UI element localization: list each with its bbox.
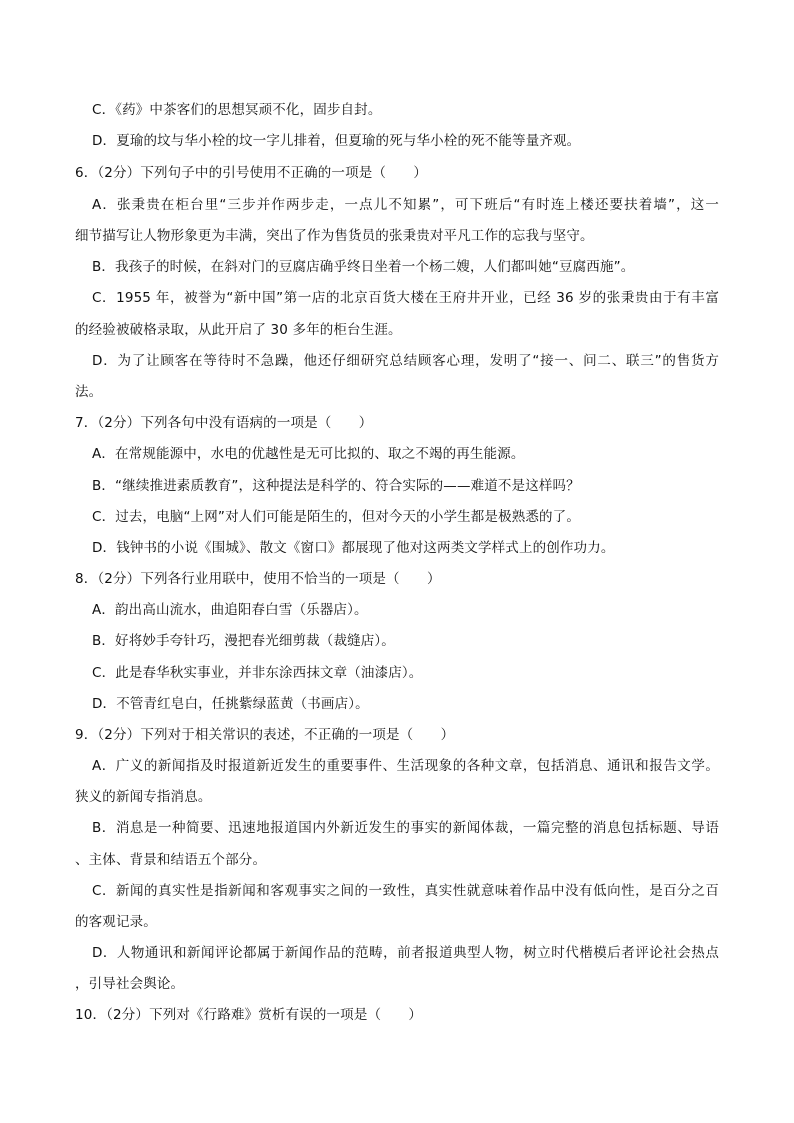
question-9: 9．（2分）下列对于相关常识的表述，不正确的一项是（ ） <box>75 727 455 743</box>
q9-option-a-continued: 狭义的新闻专指消息。 <box>75 789 212 805</box>
q6-option-d: D．为了让顾客在等待时不急躁，他还仔细研究总结顾客心理，发明了“接一、问二、联三”的售货方 <box>92 353 719 369</box>
question-7: 7．（2分）下列各句中没有语病的一项是（ ） <box>75 415 373 431</box>
q9-option-b: B．消息是一种简要、迅速地报道国内外新近发生的事实的新闻体裁，一篇完整的消息包括标题、导语 <box>92 820 719 836</box>
q7-option-a: A．在常规能源中，水电的优越性是无可比拟的、取之不竭的再生能源。 <box>92 446 525 462</box>
q9-option-c-continued: 的客观记录。 <box>75 914 157 930</box>
question-10: 10．（2分）下列对《行路难》赏析有误的一项是（ ） <box>75 1007 423 1023</box>
q9-option-d-continued: ，引导社会舆论。 <box>75 976 185 992</box>
q7-option-b: B．“继续推进素质教育”，这种提法是科学的、符合实际的——难道不是这样吗？ <box>92 478 580 494</box>
q8-option-d: D．不管青红皂白，任挑紫绿蓝黄（书画店）。 <box>92 696 369 712</box>
q5-option-c: C．《药》中茶客们的思想冥顽不化，固步自封。 <box>92 102 382 118</box>
q9-option-b-continued: 、主体、背景和结语五个部分。 <box>75 852 267 868</box>
q9-option-c: C．新闻的真实性是指新闻和客观事实之间的一致性，真实性就意味着作品中没有低向性，是百分之百 <box>92 883 719 899</box>
question-6: 6．（2分）下列句子中的引号使用不正确的一项是（ ） <box>75 165 427 181</box>
q7-option-d: D．钱钟书的小说《围城》、散文《窗口》都展现了他对这两类文学样式上的创作功力。 <box>92 540 615 556</box>
q6-option-c-continued: 的经验被破格录取，从此开启了 30 多年的柜台生涯。 <box>75 322 402 338</box>
q6-option-a-continued: 细节描写让人物形象更为丰满，突出了作为售货员的张秉贵对平凡工作的忘我与坚守。 <box>75 228 594 244</box>
question-8: 8．（2分）下列各行业用联中，使用不恰当的一项是（ ） <box>75 571 441 587</box>
q6-option-c: C．1955 年，被誉为“新中国”第一店的北京百货大楼在王府井开业，已经 36 岁的张秉贵由于有丰富 <box>92 290 719 306</box>
q6-option-a: A．张秉贵在柜台里“三步并作两步走，一点儿不知累”，可下班后“有时连上楼还要扶着墙”，这一 <box>92 197 719 213</box>
q6-option-b: B．我孩子的时候，在斜对门的豆腐店确乎终日坐着一个杨二嫂，人们都叫她“豆腐西施”。 <box>92 259 635 275</box>
q8-option-a: A．韵出高山流水，曲追阳春白雪（乐器店）。 <box>92 602 368 618</box>
q9-option-a: A．广义的新闻指及时报道新近发生的重要事件、生活现象的各种文章，包括消息、通讯和报告文学。 <box>92 758 719 774</box>
q9-option-d: D．人物通讯和新闻评论都属于新闻作品的范畴，前者报道典型人物，树立时代楷模后者评论社会热点 <box>92 945 719 961</box>
q8-option-c: C．此是春华秋实事业，并非东涂西抹文章（油漆店）。 <box>92 665 423 681</box>
q5-option-d: D．夏瑜的坟与华小栓的坟一字儿排着，但夏瑜的死与华小栓的死不能等量齐观。 <box>92 133 581 149</box>
q7-option-c: C．过去，电脑“上网”对人们可能是陌生的，但对今天的小学生都是极熟悉的了。 <box>92 509 580 525</box>
q8-option-b: B．好将妙手夸针巧，漫把春光细剪裁（裁缝店）。 <box>92 633 395 649</box>
q6-option-d-continued: 法。 <box>75 384 103 400</box>
